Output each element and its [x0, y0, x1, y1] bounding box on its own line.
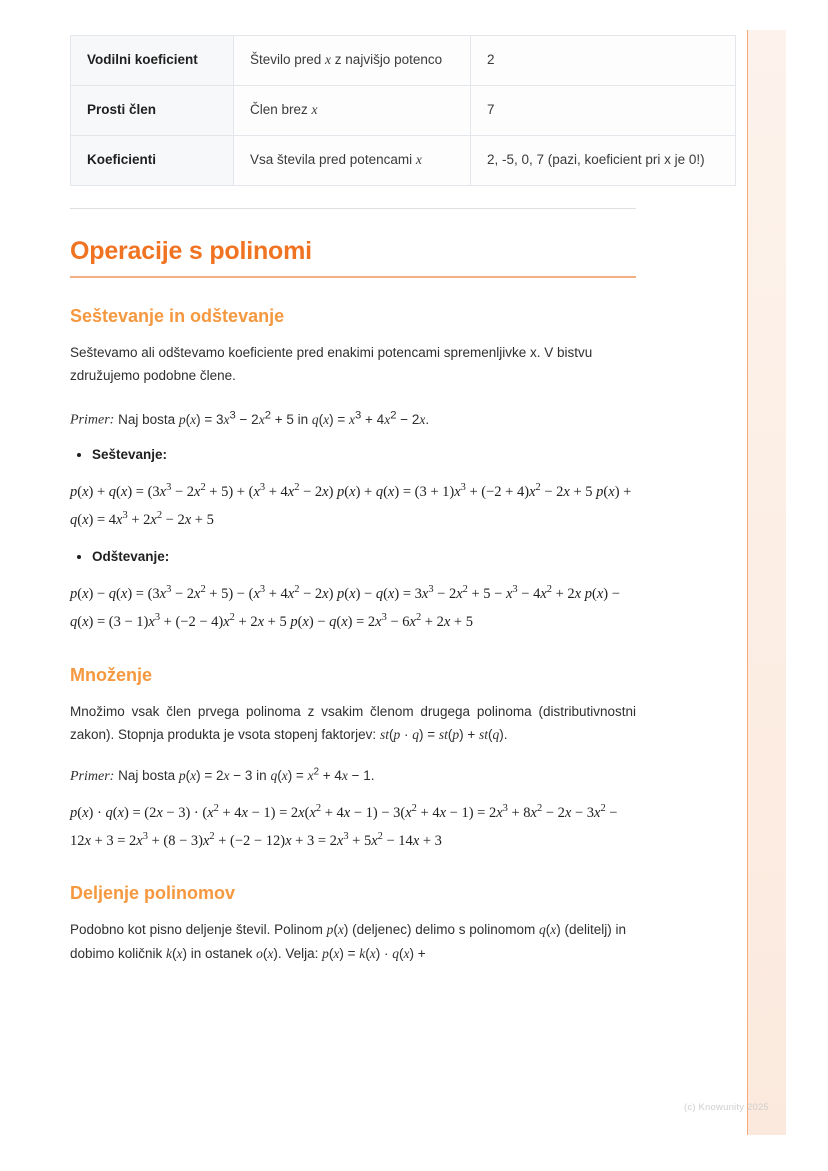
example-multiplication [70, 765, 636, 789]
copyright-watermark: (c) Knowunity 2025 [684, 1102, 769, 1113]
table-cell-description: Vsa števila pred potencami x [234, 135, 471, 185]
example-text: Naj bosta p(x) = 2x − 3 in $q(x) = x^2 + 4x - 1$. [118, 766, 375, 783]
example-label: Primer: [70, 768, 115, 784]
table-cell-term: Vodilni koeficient [71, 36, 234, 86]
example-text: Naj bosta $p(x) = 3x^3 - 2x^2 + 5$ in $q(x) = x^3 + 4x^2 - 2x$. [118, 409, 430, 427]
table-row [71, 36, 736, 86]
formula-multiplication: $p(x) \cdot q(x) = (2x - 3) \cdot (x^2 + 4x - 1) = 2x(x^2 + 4x - 1) - 3(x^2 + 4x - 1) = 2x^3 + 8x^2 - 2x - 3x^2 - 12x + 3 = 2x^3 + (8 - 3)x^2 + (-2 - 12)x + 3 = 2x^3 + 5x^2 - 14x + 3$ [70, 802, 618, 849]
paragraph-addition: Seštevamo ali odštevamo koeficiente pred enakimi potencami spremenljivke x. V bistvu združujemo podobne člene. [70, 344, 593, 384]
formula-subtraction: $p(x) - q(x) = (3x^3 - 2x^2 + 5) - (x^3 + 4x^2 - 2x) p(x) - q(x) = 3x^3 - 2x^2 + 5 - x^3 - 4x^2 + 2x$ $p(x) - q(x) = (3 - 1)x^3 + (-2 - 4)x^2 + 2x + 5$ $p(x) - q(x) = 2x^3 - 6x^2 + 2x + 5$ [70, 584, 620, 631]
heading-multiplication: Množenje [70, 664, 153, 685]
table-cell-term: Prosti člen [71, 85, 234, 135]
heading-division: Deljenje polinomov [70, 883, 236, 904]
table-cell-description: Člen brez x [234, 85, 471, 135]
variable-x: x [415, 151, 422, 167]
paragraph-division: Podobno kot pisno deljenje števil. Polinom p(x) (deljenec) delimo s polinomom q(x) (delitelj) in dobimo količnik k(x) in ostanek o(x). Velja: p(x) = k(x) · q(x) + [70, 922, 627, 961]
list-addition [70, 442, 636, 468]
table-cell-value: 2 [471, 36, 736, 86]
page-title: Operacije s polinomi [70, 236, 312, 265]
variable-x: x [325, 52, 332, 67]
variable-x: x [311, 101, 318, 117]
table-cell-value: 2, -5, 0, 7 (pazi, koeficient pri x je 0!) [471, 135, 736, 185]
polynomial-terms-table [70, 35, 736, 186]
table-cell-value: 7 [471, 85, 736, 135]
example-label: Primer: [70, 412, 115, 428]
list-item: • Seštevanje: [92, 442, 636, 468]
document-content [70, 0, 705, 965]
list-subtraction [70, 544, 636, 570]
right-accent-strip [748, 30, 786, 1135]
section-divider [70, 208, 636, 209]
paragraph-multiplication: Množimo vsak člen prvega polinoma z vsakim členom drugega polinoma (distributivnostni zakon). Stopnja produkta je vsota stopenj faktorjev: st(p · q) = st(p) + st(q). [70, 703, 636, 743]
table-row [71, 85, 736, 135]
list-item: • Odštevanje: [92, 544, 636, 570]
table-cell-description: Število pred x z najvišjo potenco [234, 36, 471, 86]
heading-addition-subtraction: Seštevanje in odštevanje [70, 305, 285, 326]
table-row [71, 135, 736, 185]
formula-addition: $p(x) + q(x) = (3x^3 - 2x^2 + 5) + (x^3 + 4x^2 - 2x) p(x) + q(x) = (3 + 1)x^3 + (-2 + 4)x^2 - 2x + 5$ $p(x) + q(x) = 4x^3 + 2x^2 - 2x + 5$ [70, 482, 632, 529]
table-cell-term: Koeficienti [71, 135, 234, 185]
title-underline [70, 276, 636, 278]
example-addition [70, 406, 636, 432]
